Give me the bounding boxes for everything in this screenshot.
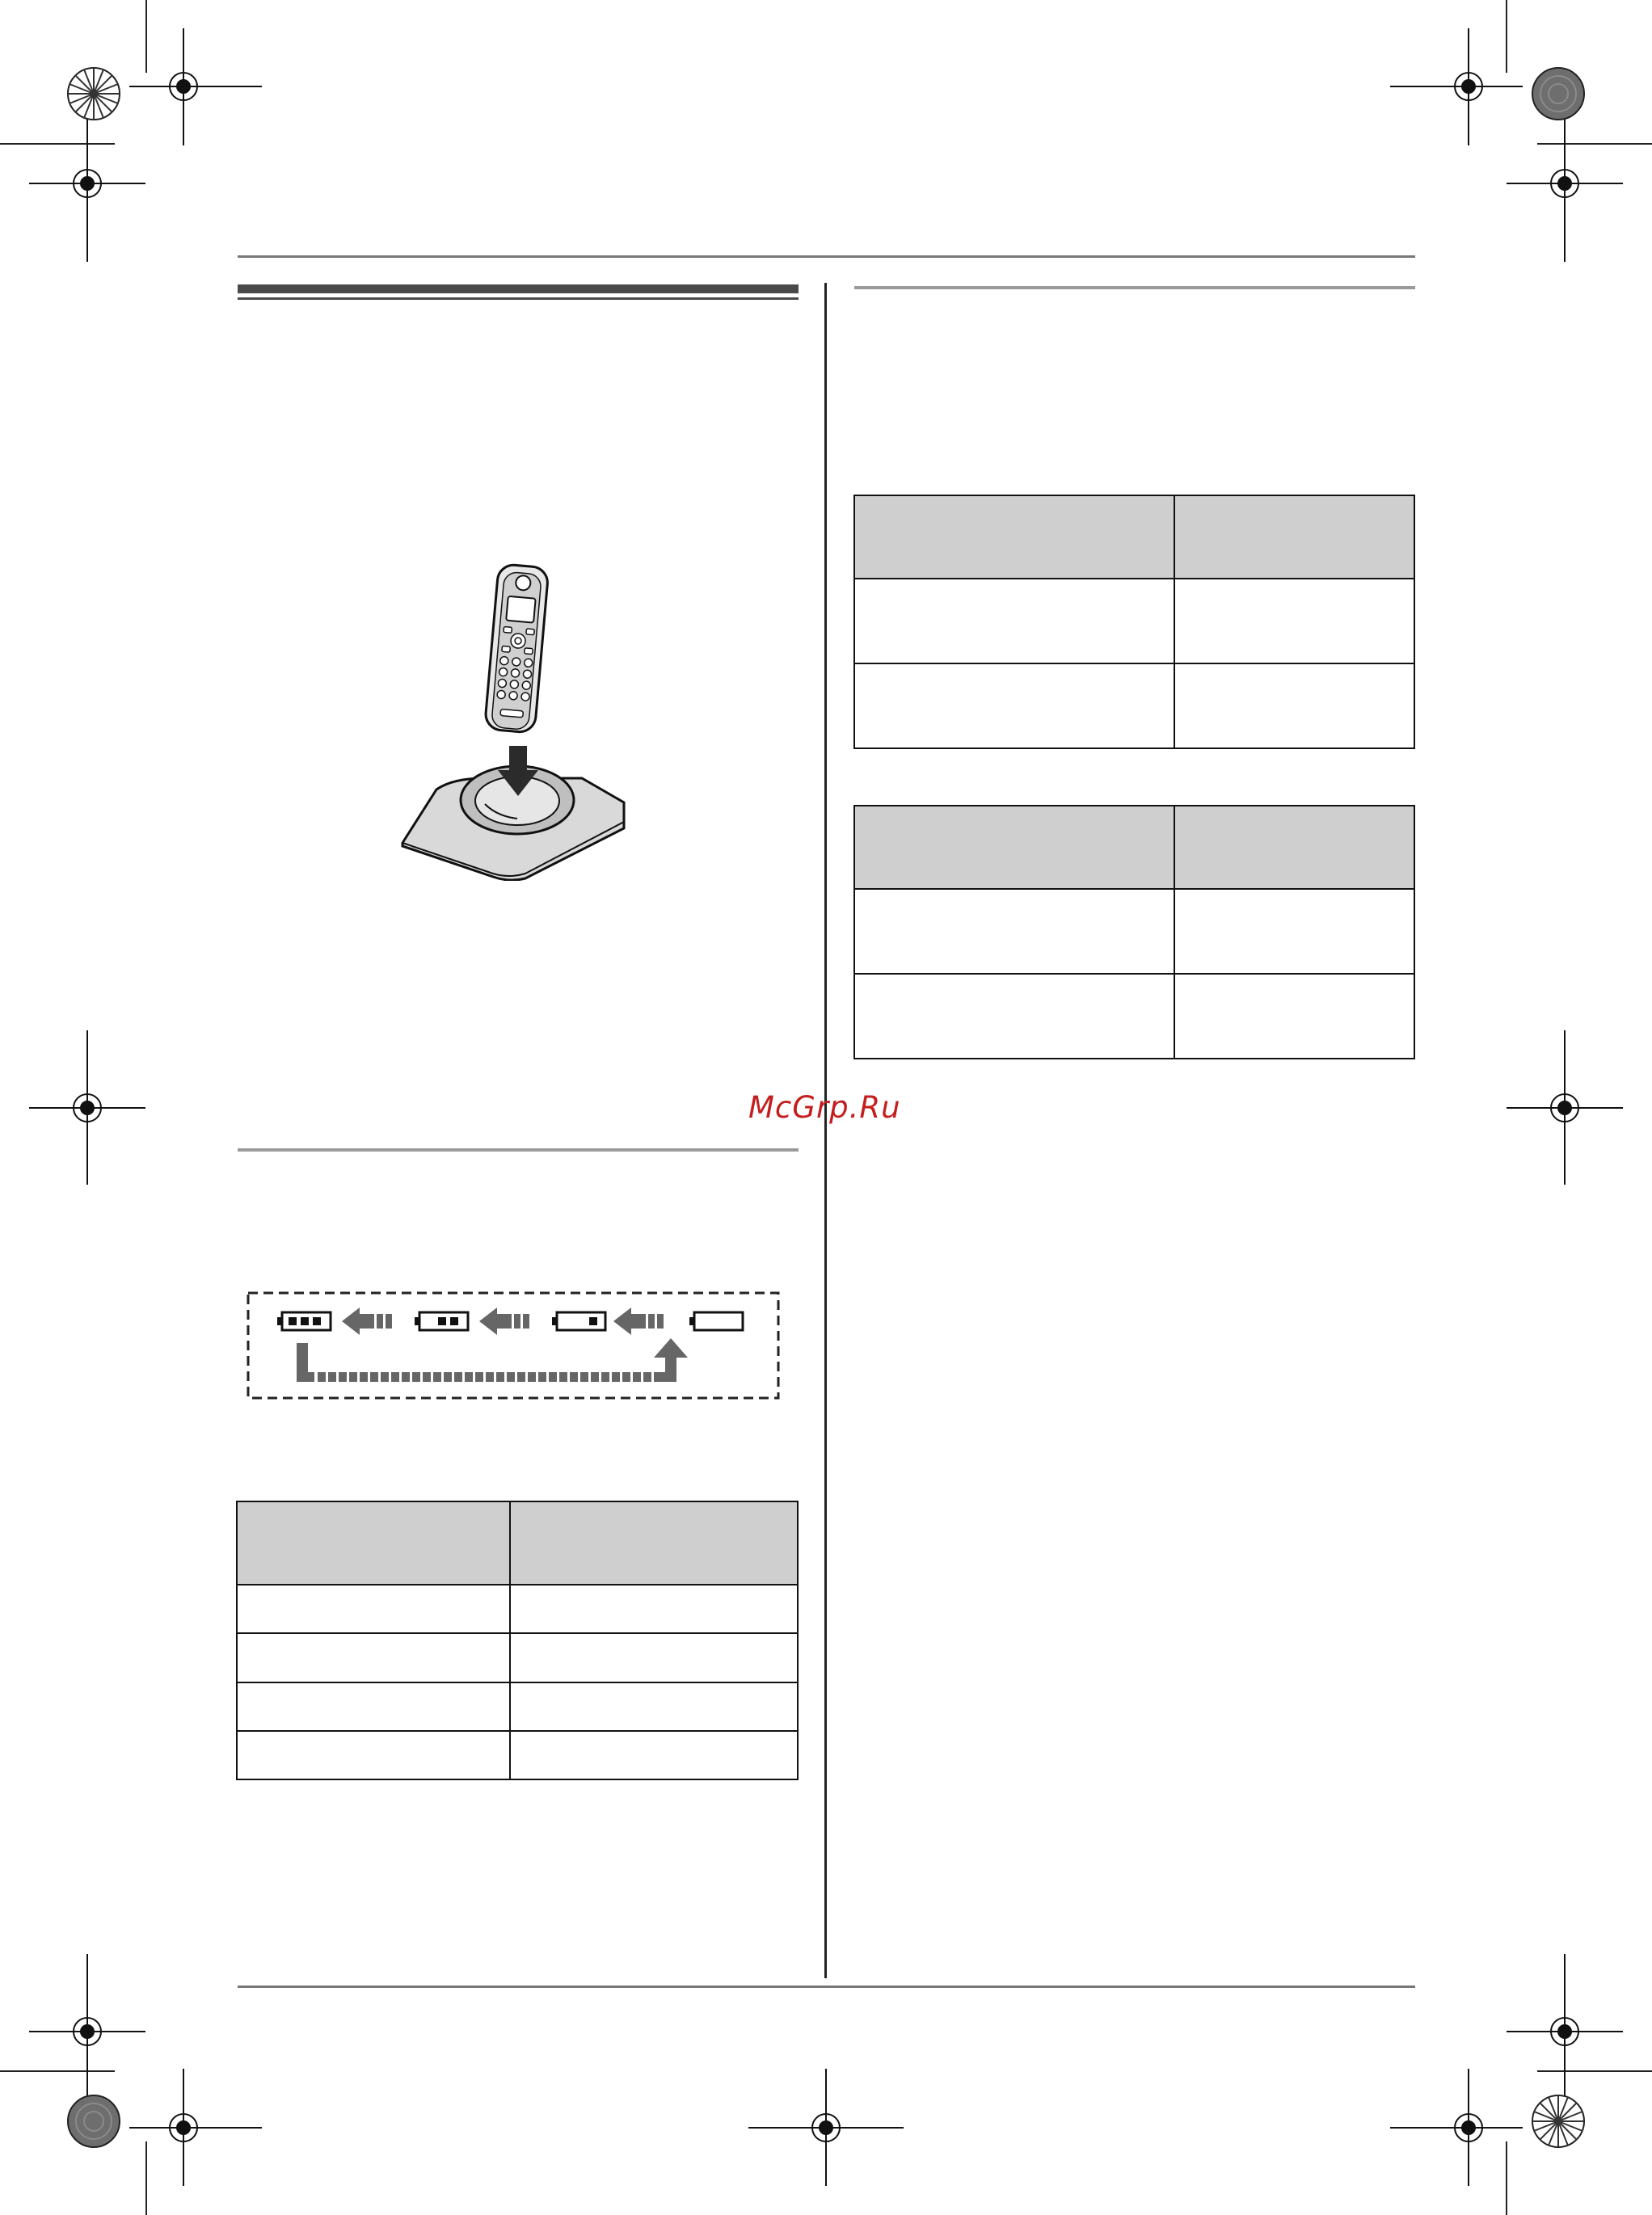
table-cell [237, 1585, 510, 1633]
table-row [237, 1585, 798, 1633]
table-cell [1174, 579, 1414, 663]
table-left-bottom [236, 1501, 799, 1780]
registration-target-icon [1507, 1954, 1623, 2101]
battery-cycle-diagram [247, 1291, 780, 1400]
table-row [854, 663, 1414, 748]
table-header-row [237, 1501, 798, 1585]
table-row [854, 579, 1414, 663]
starburst-dial-icon [1532, 2095, 1584, 2147]
table-header-cell [1174, 495, 1414, 579]
table-header-cell [854, 495, 1174, 579]
table-row [237, 1682, 798, 1731]
gray-dial-icon [68, 2095, 120, 2147]
table-header-cell [854, 806, 1174, 889]
registration-target-icon [1507, 113, 1623, 262]
table-cell [237, 1633, 510, 1682]
registration-target-icon [1390, 2069, 1523, 2186]
registration-target-icon [29, 113, 145, 262]
left-arrow-icon [613, 1308, 664, 1335]
registration-target-icon [29, 1954, 145, 2101]
table-cell [237, 1731, 510, 1779]
table-row [237, 1633, 798, 1682]
table-cell [1174, 889, 1414, 974]
battery-low-icon [552, 1312, 605, 1330]
watermark-text: McGrp.Ru [748, 1090, 901, 1125]
table-header-cell [1174, 806, 1414, 889]
table-cell [510, 1585, 798, 1633]
registration-target-icon [1507, 1030, 1623, 1185]
table-cell [854, 663, 1174, 748]
handset-on-charger-icon [396, 562, 630, 881]
registration-target-icon [748, 2069, 904, 2186]
table-row [854, 889, 1414, 974]
registration-target-icon [129, 2069, 262, 2186]
table-cell [854, 974, 1174, 1059]
battery-medium-icon [415, 1312, 468, 1330]
table-cell [510, 1682, 798, 1731]
table-header-cell [237, 1501, 510, 1585]
gray-dial-icon [1532, 68, 1584, 120]
table-row [237, 1731, 798, 1779]
table-cell [510, 1633, 798, 1682]
table-cell [237, 1682, 510, 1731]
table-header-row [854, 806, 1414, 889]
left-arrow-icon [479, 1308, 529, 1335]
registration-target-icon [29, 1030, 145, 1185]
table-cell [510, 1731, 798, 1779]
starburst-dial-icon [68, 68, 120, 120]
column-divider [824, 283, 827, 1978]
table-cell [1174, 974, 1414, 1059]
table-row [854, 974, 1414, 1059]
return-arrow-icon [297, 1338, 688, 1382]
registration-target-icon [129, 28, 262, 145]
registration-target-icon [1390, 28, 1523, 145]
table-cell [854, 579, 1174, 663]
table-cell [854, 889, 1174, 974]
table-header-cell [510, 1501, 798, 1585]
table-header-row [854, 495, 1414, 579]
table-right-top [853, 495, 1415, 749]
left-arrow-icon [342, 1308, 392, 1335]
battery-empty-icon [689, 1312, 743, 1330]
battery-full-icon [277, 1312, 331, 1330]
table-cell [1174, 663, 1414, 748]
table-right-bottom [853, 805, 1415, 1059]
